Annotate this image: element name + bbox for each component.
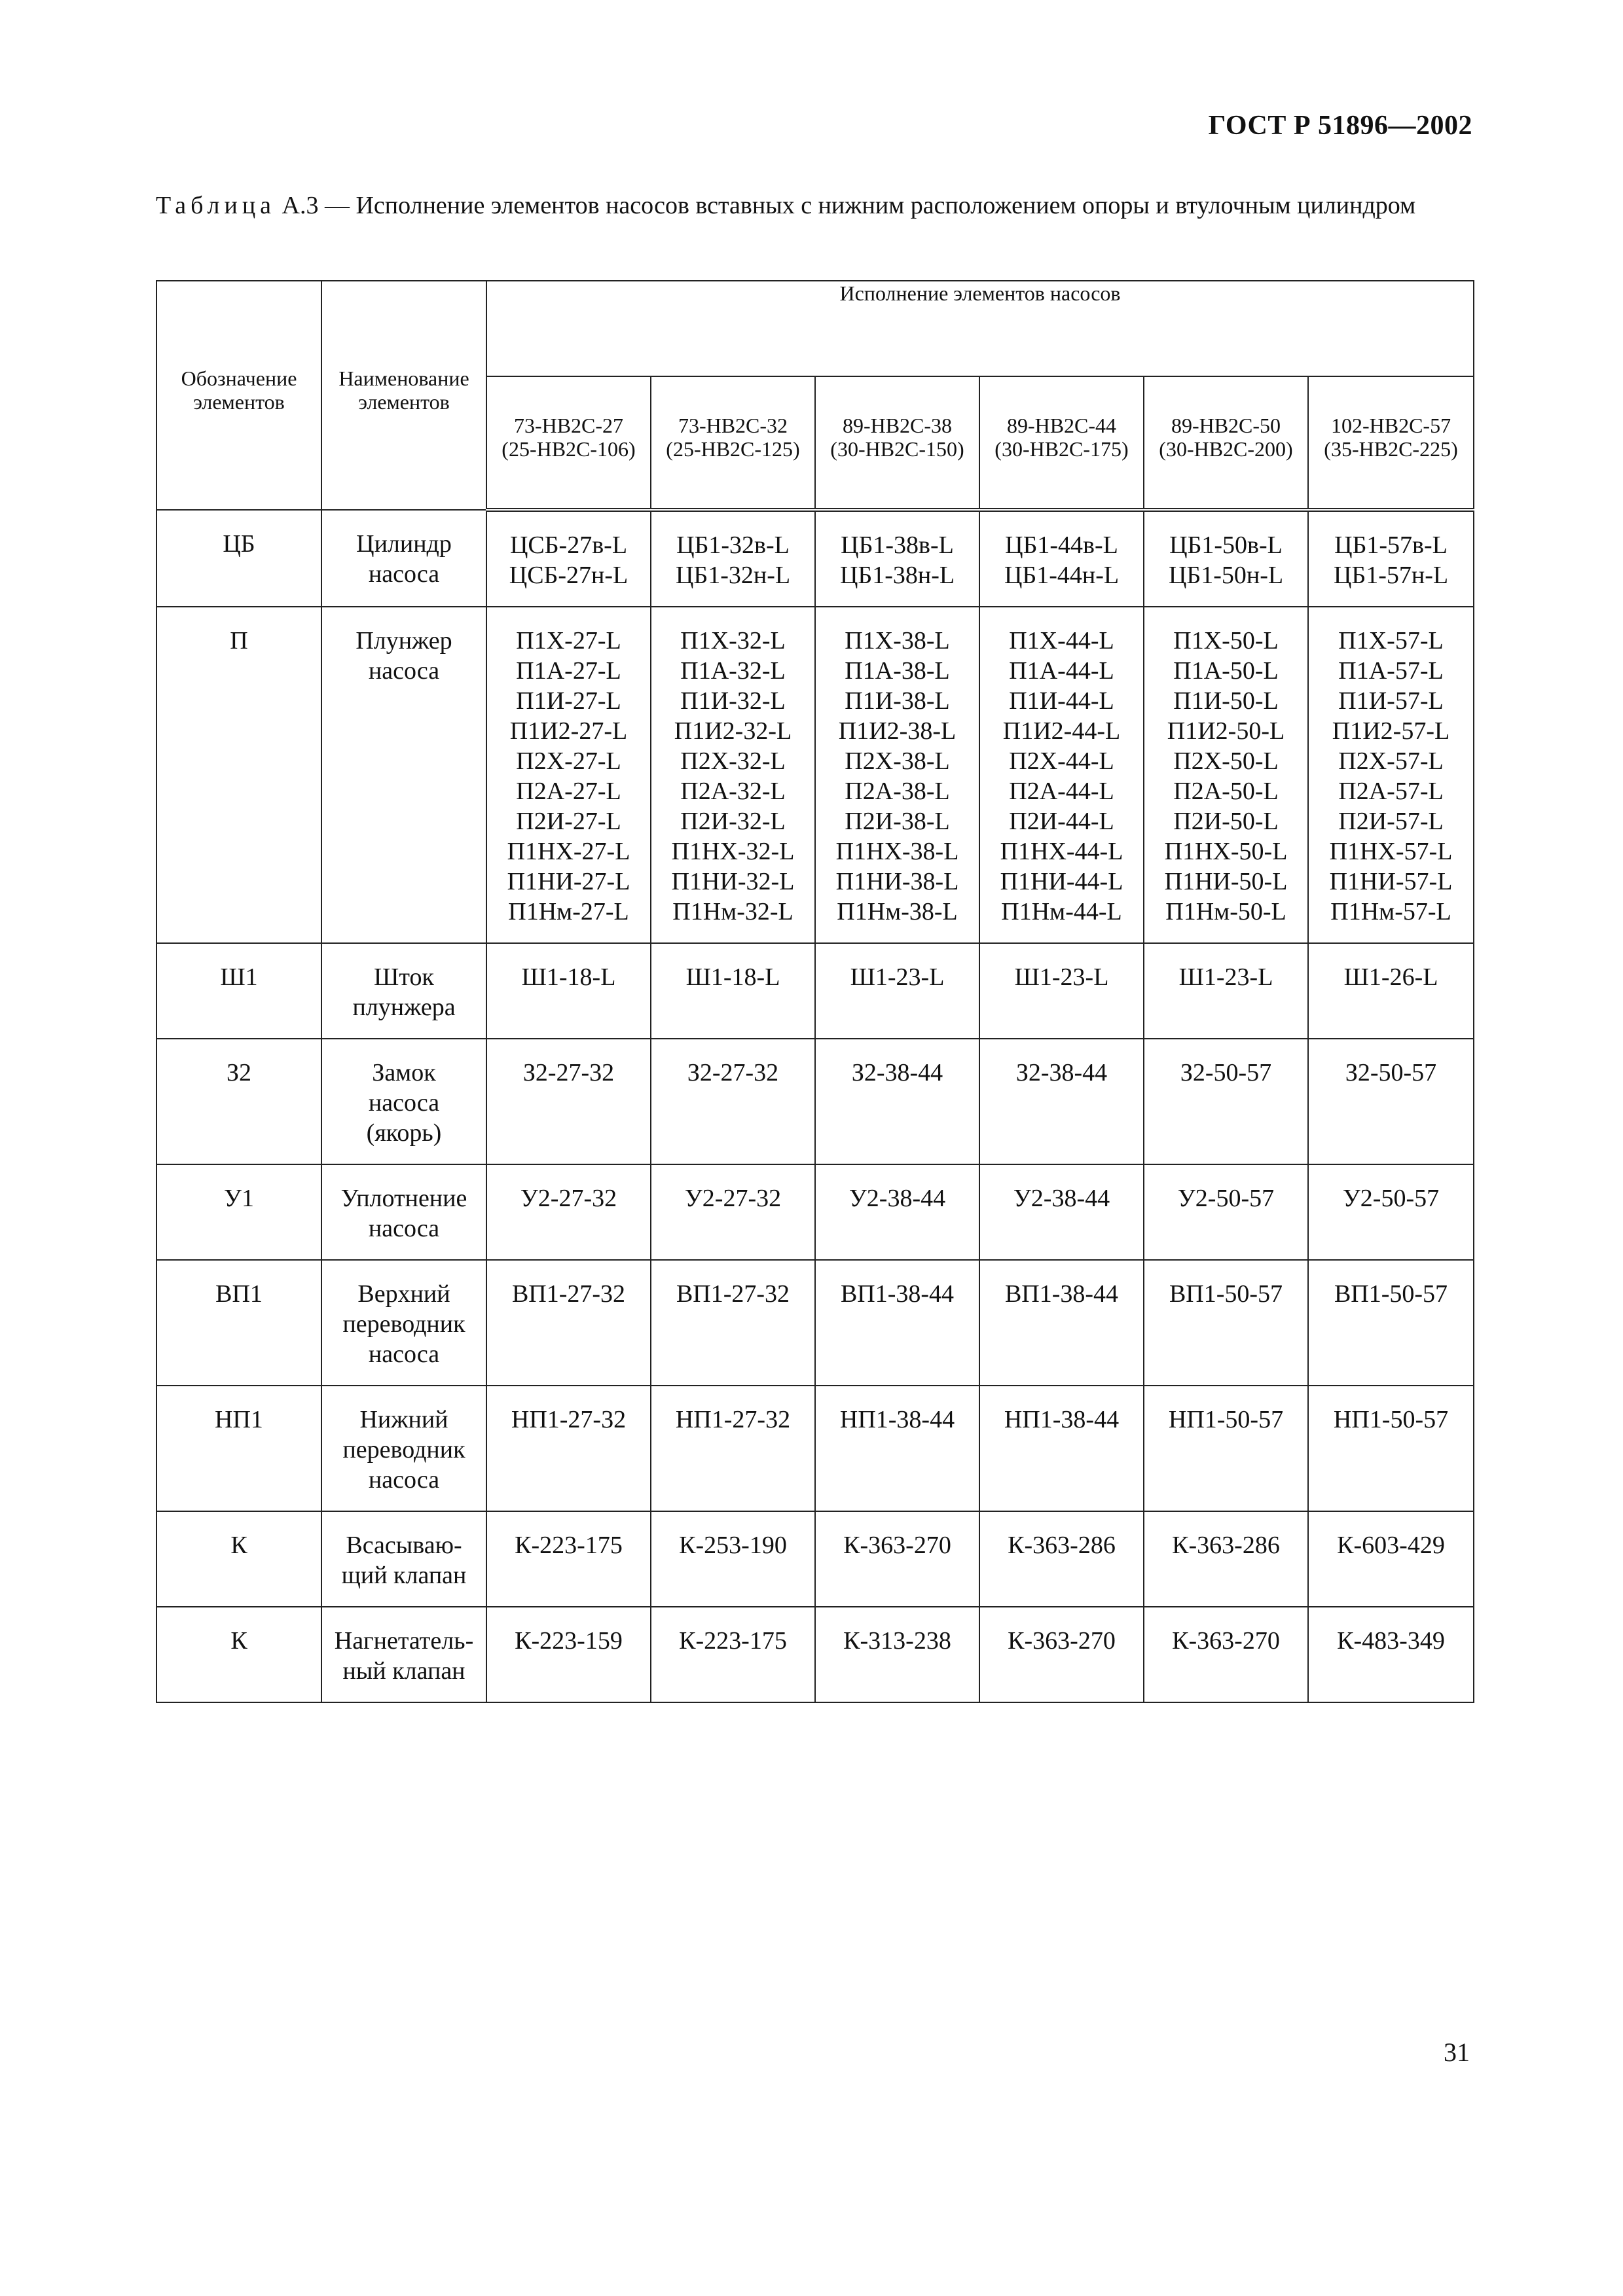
caption-label: Таблица	[156, 192, 276, 219]
header-variants-title: Исполнение элементов насосов	[486, 281, 1474, 376]
variant-cell	[979, 1386, 1144, 1511]
part-code: ВП1-27-32	[676, 1280, 790, 1308]
variant-line2: (30-НВ2С-200)	[1159, 437, 1293, 461]
element-name-line: Нижний	[359, 1406, 448, 1433]
element-name-line: насоса	[368, 1466, 440, 1494]
part-code: П2Х-38-L	[845, 747, 950, 775]
part-code: П1И2-57-L	[1332, 717, 1450, 745]
part-code: П1И-38-L	[845, 687, 950, 715]
caption-text: А.3 — Исполнение элементов насосов вставных с нижним расположением опоры и втулочным цилиндром	[276, 192, 1416, 219]
variant-cell	[1144, 607, 1308, 943]
part-code: Ш1-18-L	[685, 963, 780, 991]
part-code: П2И-50-L	[1173, 808, 1279, 835]
part-code: К-603-429	[1337, 1532, 1445, 1559]
part-code: П2И-44-L	[1009, 808, 1114, 835]
part-code: П1А-38-L	[845, 657, 950, 685]
part-code: ВП1-27-32	[511, 1280, 626, 1308]
table-row	[156, 1607, 1474, 1702]
variant-cell	[651, 1511, 815, 1607]
part-code: ЦБ1-44н-L	[1004, 562, 1120, 589]
variant-cell	[979, 943, 1144, 1039]
pump-elements-table	[156, 280, 1474, 1703]
part-code: П1Нм-32-L	[672, 898, 793, 925]
variant-cell	[979, 1260, 1144, 1386]
part-code: К-363-270	[1172, 1627, 1280, 1655]
part-code: П2А-32-L	[680, 778, 786, 805]
element-name-line: Нагнетатель-	[334, 1627, 474, 1655]
part-code: П2А-57-L	[1338, 778, 1444, 805]
part-code: НП1-38-44	[1004, 1406, 1120, 1433]
part-code: П1НИ-32-L	[671, 868, 795, 895]
part-code: Ш1-23-L	[1178, 963, 1273, 991]
header-variant-3	[815, 376, 979, 510]
variant-cell	[651, 1386, 815, 1511]
variant-line1: 102-НВ2С-57	[1330, 414, 1451, 437]
part-code: Ш1-23-L	[850, 963, 945, 991]
part-code: К-363-286	[1008, 1532, 1116, 1559]
part-code: ЦБ1-32н-L	[675, 562, 791, 589]
standard-designation: ГОСТ Р 51896—2002	[1208, 111, 1472, 141]
part-code: П1НИ-27-L	[507, 868, 630, 895]
variant-cell	[1308, 1511, 1474, 1607]
part-code: П1НИ-44-L	[1000, 868, 1123, 895]
part-code: П2Х-50-L	[1173, 747, 1279, 775]
part-code: К-223-175	[515, 1532, 623, 1559]
variant-cell	[1144, 1607, 1308, 1702]
part-code: ЦБ1-44в-L	[1005, 531, 1118, 559]
part-code: П2А-27-L	[516, 778, 621, 805]
header-designation: Обозначение элементов	[156, 281, 321, 510]
part-code: У2-38-44	[1013, 1185, 1110, 1212]
table-row	[156, 607, 1474, 943]
element-name-line: плунжера	[352, 994, 456, 1021]
variant-cell	[486, 1260, 651, 1386]
part-code: З2-50-57	[1180, 1059, 1272, 1086]
part-code: НП1-27-32	[511, 1406, 627, 1433]
part-code: П1И-32-L	[680, 687, 786, 715]
part-code: ВП1-38-44	[840, 1280, 955, 1308]
element-name-line: насоса	[368, 1215, 440, 1242]
table-row	[156, 1260, 1474, 1386]
part-code: П1А-27-L	[516, 657, 621, 685]
part-code: У2-27-32	[684, 1185, 782, 1212]
element-name-line: (якорь)	[366, 1119, 442, 1147]
element-name-line: насоса	[368, 1340, 440, 1368]
part-code: П1НХ-38-L	[835, 838, 959, 865]
element-name	[321, 1511, 486, 1607]
variant-cell	[651, 1164, 815, 1260]
part-code: З2-38-44	[1015, 1059, 1108, 1086]
part-code: ЦСБ-27в-L	[509, 531, 628, 559]
part-code: ЦБ1-50н-L	[1168, 562, 1284, 589]
element-name	[321, 510, 486, 607]
part-code: ВП1-38-44	[1004, 1280, 1119, 1308]
variant-cell	[651, 607, 815, 943]
part-code: НП1-50-57	[1333, 1406, 1449, 1433]
part-code: К-253-190	[679, 1532, 787, 1559]
part-code: П2А-50-L	[1173, 778, 1279, 805]
part-code: П1И-27-L	[516, 687, 621, 715]
part-code: К-363-270	[843, 1532, 951, 1559]
element-name	[321, 943, 486, 1039]
element-name	[321, 1039, 486, 1164]
element-name-line: Всасываю-	[346, 1532, 462, 1559]
part-code: П1И2-38-L	[838, 717, 957, 745]
part-code: У2-50-57	[1177, 1185, 1275, 1212]
variant-cell	[815, 510, 979, 607]
variant-cell	[651, 1607, 815, 1702]
part-code: У2-27-32	[520, 1185, 617, 1212]
part-code: ЦБ1-57в-L	[1334, 531, 1448, 559]
variant-line2: (35-НВ2С-225)	[1324, 437, 1458, 461]
part-code: У2-38-44	[848, 1185, 946, 1212]
part-code: П2И-27-L	[516, 808, 621, 835]
variant-cell	[1144, 1260, 1308, 1386]
variant-line2: (25-НВ2С-125)	[666, 437, 800, 461]
variant-cell	[1308, 1039, 1474, 1164]
element-name-line: Шток	[374, 963, 434, 991]
part-code: З2-50-57	[1345, 1059, 1437, 1086]
part-code: ЦБ1-38н-L	[839, 562, 955, 589]
element-name-line: насоса	[368, 560, 440, 588]
variant-cell	[979, 1607, 1144, 1702]
part-code: П1Х-50-L	[1173, 627, 1279, 655]
element-name-line: Верхний	[357, 1280, 450, 1308]
variant-cell	[486, 943, 651, 1039]
part-code: У2-50-57	[1342, 1185, 1440, 1212]
part-code: П1НХ-44-L	[1000, 838, 1123, 865]
variant-cell	[486, 1386, 651, 1511]
variant-cell	[486, 1511, 651, 1607]
part-code: НП1-50-57	[1168, 1406, 1284, 1433]
part-code: К-313-238	[843, 1627, 951, 1655]
variant-cell	[486, 1607, 651, 1702]
part-code: П2А-38-L	[845, 778, 950, 805]
part-code: П1Нм-27-L	[508, 898, 629, 925]
element-code: Ш1	[156, 943, 321, 1039]
part-code: П1И2-32-L	[674, 717, 792, 745]
part-code: К-483-349	[1337, 1627, 1445, 1655]
variant-cell	[651, 510, 815, 607]
element-name-line: Уплотнение	[340, 1185, 467, 1212]
part-code: ЦБ1-32в-L	[676, 531, 790, 559]
variant-cell	[486, 1039, 651, 1164]
header-variant-4	[979, 376, 1144, 510]
part-code: П1И2-27-L	[509, 717, 628, 745]
element-name	[321, 1386, 486, 1511]
variant-cell	[979, 510, 1144, 607]
variant-cell	[815, 607, 979, 943]
part-code: П2Х-57-L	[1338, 747, 1444, 775]
part-code: З2-38-44	[851, 1059, 943, 1086]
element-name-line: насоса	[368, 657, 440, 685]
part-code: П1Нм-50-L	[1165, 898, 1286, 925]
part-code: П1НИ-38-L	[835, 868, 959, 895]
variant-cell	[979, 1164, 1144, 1260]
element-name-line: Плунжер	[356, 627, 452, 655]
part-code: ЦСБ-27н-L	[509, 562, 629, 589]
variant-cell	[979, 607, 1144, 943]
part-code: П1Х-38-L	[845, 627, 950, 655]
table-row	[156, 1039, 1474, 1164]
element-name-line: Цилиндр	[356, 530, 452, 558]
part-code: Ш1-26-L	[1343, 963, 1438, 991]
variant-cell	[1144, 1386, 1308, 1511]
variant-cell	[1144, 1164, 1308, 1260]
part-code: П1И-50-L	[1173, 687, 1279, 715]
element-name-line: щий клапан	[341, 1562, 467, 1589]
variant-cell	[1308, 1386, 1474, 1511]
part-code: З2-27-32	[522, 1059, 615, 1086]
variant-line2: (25-НВ2С-106)	[501, 437, 636, 461]
part-code: П2А-44-L	[1009, 778, 1114, 805]
variant-cell	[815, 1511, 979, 1607]
part-code: П1НИ-50-L	[1164, 868, 1288, 895]
header-variant-1	[486, 376, 651, 510]
part-code: П1А-50-L	[1173, 657, 1279, 685]
element-code: ЦБ	[156, 510, 321, 607]
part-code: К-223-159	[515, 1627, 623, 1655]
part-code: ЦБ1-38в-L	[841, 531, 954, 559]
element-name-line: Замок	[372, 1059, 436, 1086]
variant-cell	[1308, 1607, 1474, 1702]
part-code: К-363-270	[1008, 1627, 1116, 1655]
element-name	[321, 1164, 486, 1260]
variant-cell	[651, 1260, 815, 1386]
table-caption	[156, 191, 1472, 220]
part-code: ЦБ1-57н-L	[1333, 562, 1449, 589]
element-code: НП1	[156, 1386, 321, 1511]
part-code: П1НХ-57-L	[1329, 838, 1453, 865]
part-code: П1Нм-38-L	[837, 898, 958, 925]
variant-cell	[979, 1511, 1144, 1607]
variant-line1: 89-НВ2С-50	[1171, 414, 1281, 437]
part-code: ЦБ1-50в-L	[1169, 531, 1283, 559]
variant-cell	[651, 943, 815, 1039]
variant-line1: 73-НВ2С-32	[678, 414, 788, 437]
variant-line1: 73-НВ2С-27	[513, 414, 624, 437]
header-name: Наименование элементов	[321, 281, 486, 510]
variant-cell	[1144, 510, 1308, 607]
variant-cell	[486, 607, 651, 943]
variant-cell	[1144, 1511, 1308, 1607]
part-code: П1И-57-L	[1338, 687, 1444, 715]
variant-line1: 89-НВ2С-38	[842, 414, 953, 437]
table-row	[156, 1511, 1474, 1607]
variant-cell	[1308, 943, 1474, 1039]
part-code: П1Нм-57-L	[1330, 898, 1451, 925]
element-name-line: переводник	[342, 1310, 465, 1338]
variant-cell	[815, 1164, 979, 1260]
part-code: П1Х-57-L	[1338, 627, 1444, 655]
header-variant-6	[1308, 376, 1474, 510]
part-code: П2Х-44-L	[1009, 747, 1114, 775]
variant-cell	[1308, 1260, 1474, 1386]
table-row	[156, 1164, 1474, 1260]
part-code: П1Х-27-L	[516, 627, 621, 655]
part-code: П1И2-44-L	[1002, 717, 1121, 745]
element-code: К	[156, 1511, 321, 1607]
part-code: П1А-57-L	[1338, 657, 1444, 685]
variant-line1: 89-НВ2С-44	[1006, 414, 1117, 437]
variant-cell	[815, 1386, 979, 1511]
element-name	[321, 1260, 486, 1386]
variant-line2: (30-НВ2С-175)	[994, 437, 1129, 461]
variant-line2: (30-НВ2С-150)	[830, 437, 964, 461]
part-code: П2И-57-L	[1338, 808, 1444, 835]
part-code: П2И-32-L	[680, 808, 786, 835]
part-code: П1Нм-44-L	[1001, 898, 1122, 925]
part-code: НП1-38-44	[839, 1406, 955, 1433]
variant-cell	[979, 1039, 1144, 1164]
part-code: НП1-27-32	[675, 1406, 791, 1433]
element-name	[321, 607, 486, 943]
element-code: П	[156, 607, 321, 943]
header-variant-5	[1144, 376, 1308, 510]
part-code: Ш1-18-L	[521, 963, 616, 991]
variant-cell	[815, 1607, 979, 1702]
part-code: Ш1-23-L	[1014, 963, 1109, 991]
variant-cell	[1308, 510, 1474, 607]
part-code: П2И-38-L	[845, 808, 950, 835]
part-code: К-363-286	[1172, 1532, 1280, 1559]
variant-cell	[815, 1260, 979, 1386]
element-code: К	[156, 1607, 321, 1702]
element-name-line: ный клапан	[342, 1657, 465, 1685]
part-code: К-223-175	[679, 1627, 787, 1655]
table-row	[156, 943, 1474, 1039]
part-code: П1НХ-32-L	[671, 838, 795, 865]
element-name-line: насоса	[368, 1089, 440, 1117]
variant-cell	[1144, 1039, 1308, 1164]
part-code: П1НИ-57-L	[1329, 868, 1453, 895]
part-code: ВП1-50-57	[1169, 1280, 1283, 1308]
element-code: З2	[156, 1039, 321, 1164]
part-code: П1НХ-50-L	[1164, 838, 1288, 865]
part-code: П2Х-27-L	[516, 747, 621, 775]
element-code: У1	[156, 1164, 321, 1260]
part-code: П1А-44-L	[1009, 657, 1114, 685]
element-name	[321, 1607, 486, 1702]
part-code: П1И2-50-L	[1167, 717, 1285, 745]
variant-cell	[815, 1039, 979, 1164]
variant-cell	[651, 1039, 815, 1164]
part-code: П1И-44-L	[1009, 687, 1114, 715]
part-code: П1А-32-L	[680, 657, 786, 685]
header-variant-2	[651, 376, 815, 510]
page-number: 31	[1444, 2037, 1470, 2067]
variant-cell	[486, 1164, 651, 1260]
element-code: ВП1	[156, 1260, 321, 1386]
variant-cell	[486, 510, 651, 607]
table-row	[156, 1386, 1474, 1511]
part-code: П1НХ-27-L	[507, 838, 630, 865]
element-name-line: переводник	[342, 1436, 465, 1463]
part-code: З2-27-32	[687, 1059, 779, 1086]
variant-cell	[815, 943, 979, 1039]
variant-cell	[1144, 943, 1308, 1039]
part-code: ВП1-50-57	[1334, 1280, 1448, 1308]
variant-cell	[1308, 607, 1474, 943]
variant-cell	[1308, 1164, 1474, 1260]
part-code: П1Х-44-L	[1009, 627, 1114, 655]
table-row	[156, 510, 1474, 607]
part-code: П2Х-32-L	[680, 747, 786, 775]
part-code: П1Х-32-L	[680, 627, 786, 655]
